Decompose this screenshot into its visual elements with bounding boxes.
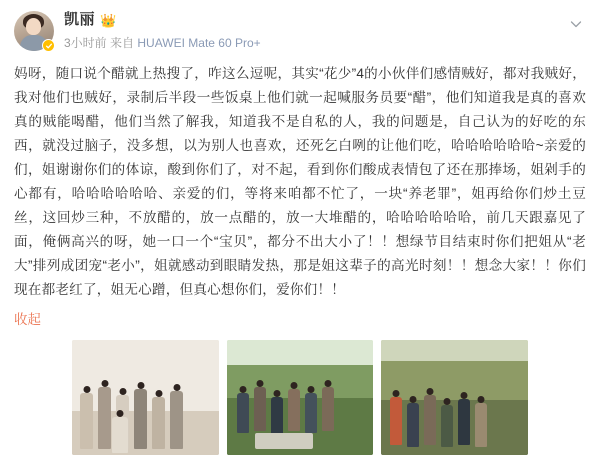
source-prefix: 来自 bbox=[110, 36, 135, 50]
photo-gallery bbox=[14, 340, 586, 455]
author-block bbox=[64, 10, 261, 51]
author-name[interactable]: 凯丽 bbox=[64, 11, 96, 28]
post-header bbox=[14, 10, 586, 56]
verified-badge-icon bbox=[42, 39, 55, 52]
photo-thumbnail[interactable] bbox=[72, 340, 219, 455]
chevron-down-icon[interactable] bbox=[568, 16, 584, 32]
avatar[interactable] bbox=[14, 11, 54, 51]
photo-thumbnail[interactable] bbox=[381, 340, 528, 455]
post-time: 3小时前 bbox=[64, 36, 107, 50]
post-body-text: 妈呀，随口说个醋就上热搜了，咋这么逗呢，其实“花少”4的小伙伴们感情贼好，都对我贼好，我对他们也贼好，录制后半段一些饭桌上他们就一起喊服务员要“醋”，他们知道我是真的喜欢真的贼能喝醋，他们当然了解我，知道我不是自私的人，我的问题是，自己认为的好吃的东西，就没过脑子，没多想，以为别人也喜欢，还死乞白咧的让他们吃，哈哈哈哈哈哈~亲爱的们，姐谢谢你们的体谅，酸到你们了，对不起，看到你们酸成表情包了还在那捧场，姐剁手的心都有，哈哈哈哈哈哈、亲爱的们，等将来咱都不忙了，一块“养老罪”，姐再给你们炒土豆丝，这回炒三种，不放醋的，放一点醋的，放一大堆醋的，哈哈哈哈哈哈，前几天跟嘉见了面，俺俩高兴的呀，她一口一个“宝贝”，都分不出大小了！！想绿节目结束时你们把姐从“老大”排列成团宠“老小”，姐就感动到眼睛发热，那是姐这辈子的高光时刻！！想念大家！！你们现在都老红了，姐无心蹭，但真心想你们，爱你们！！ bbox=[14, 66, 586, 297]
post-meta bbox=[64, 35, 261, 51]
photo-thumbnail[interactable] bbox=[227, 340, 374, 455]
post-source[interactable]: HUAWEI Mate 60 Pro+ bbox=[137, 36, 261, 50]
collapse-toggle[interactable]: 收起 bbox=[14, 312, 41, 327]
crown-icon: 👑 bbox=[100, 12, 117, 28]
